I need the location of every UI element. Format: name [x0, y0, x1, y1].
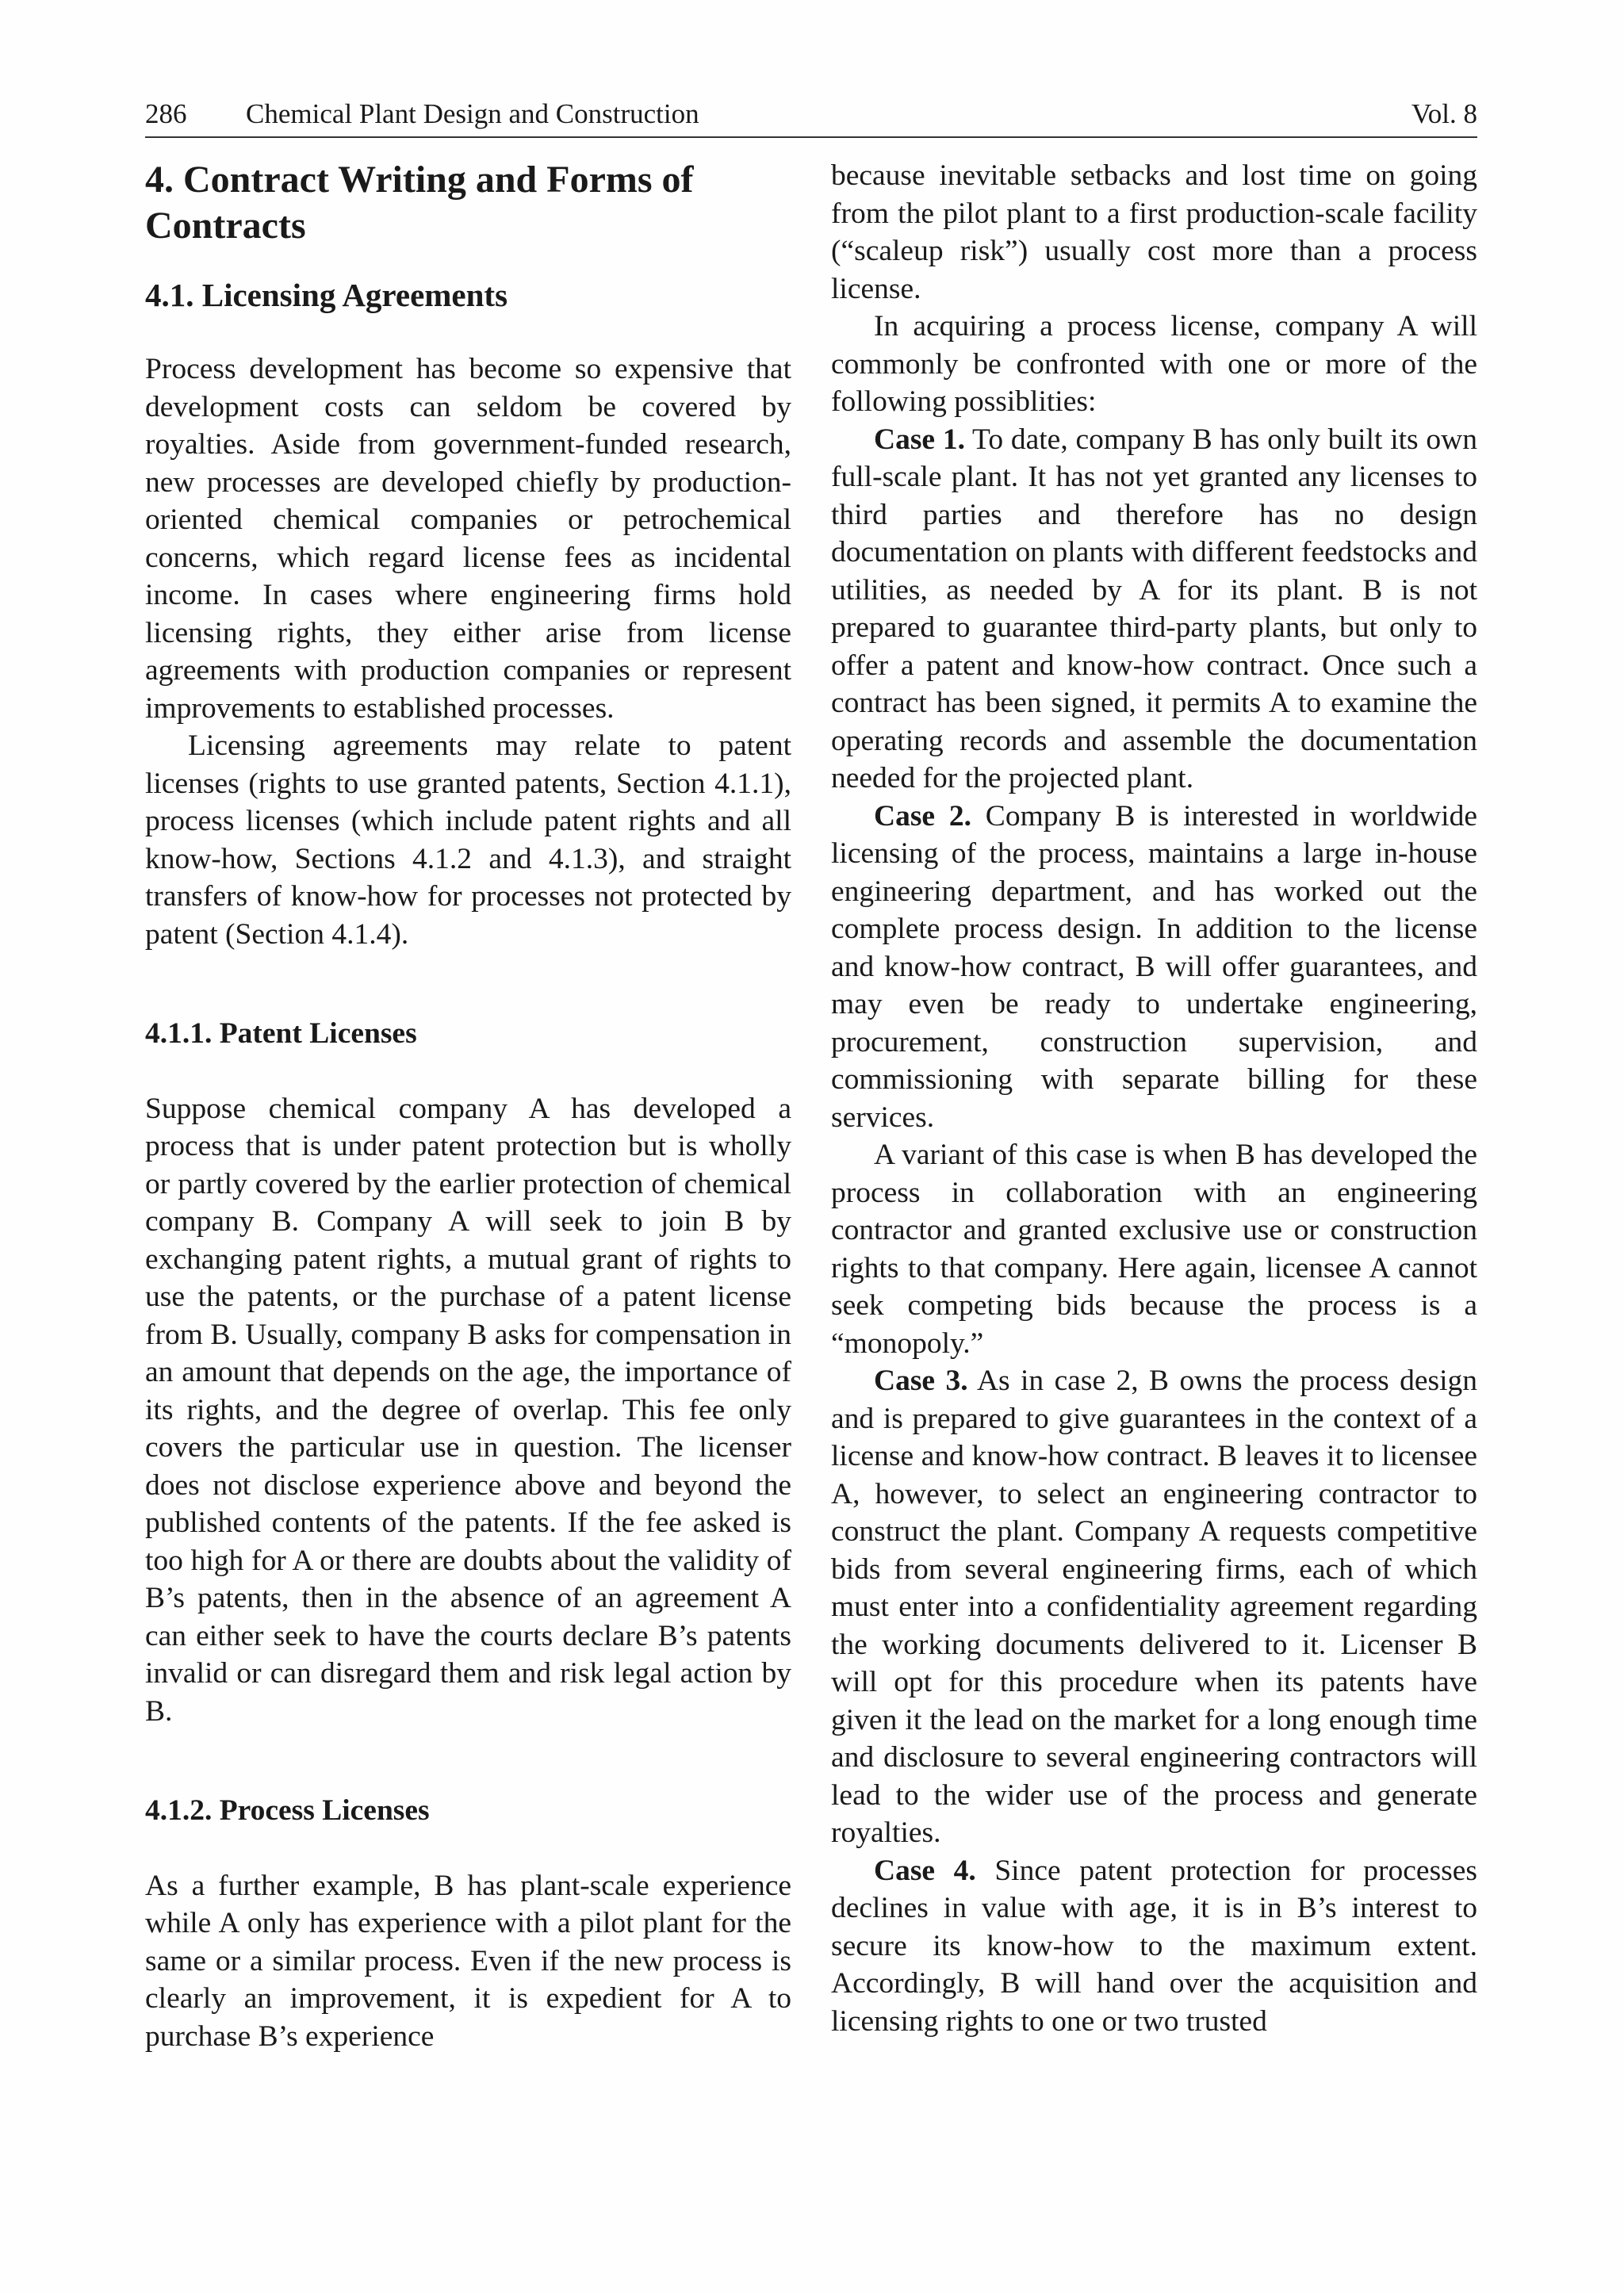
- case-3-paragraph: [831, 1362, 1477, 1852]
- paragraph-licensing-agreements: Licensing agreements may relate to patent licenses (rights to use granted patents, Section 4.1.1), process licenses (which include patent rights and all know-how, Sections 4.1.2 and 4.1.3), and straight transfers of know-how for processes not protected by patent (Section 4.1.4).: [145, 729, 791, 951]
- book-title: Chemical Plant Design and Construction: [246, 98, 699, 129]
- case-4-paragraph: [831, 1852, 1477, 2041]
- paragraph-patent-licenses: Suppose chemical company A has developed a process that is under patent protection but is wholly or partly covered by the earlier protection of chemical company B. Company A will seek to join B by exchanging patent rights, a mutual grant of rights to use the patents, or the purchase of a patent license from B. Usually, company B asks for compensation in an amount that depends on the age, the importance of its rights, and the degree of overlap. This fee only covers the particular use in question. The licenser does not disclose experience above and beyond the published contents of the patents. If the fee asked is too high for A or there are doubts about the validity of B’s patents, then in the absence of an agreement A can either seek to have the courts declare B’s patents invalid or can disregard them and risk legal action by B.: [145, 1092, 791, 1728]
- left-column: [145, 157, 791, 2055]
- case-1-label: Case 1.: [874, 423, 965, 456]
- page: [145, 92, 1477, 2217]
- case-2-label: Case 2.: [874, 799, 971, 833]
- running-head: [145, 92, 1477, 138]
- case-4-label: Case 4.: [874, 1854, 976, 1887]
- case-1-paragraph: [831, 421, 1477, 798]
- subsection-heading-patent-licenses: 4.1.1. Patent Licenses: [145, 1017, 417, 1050]
- case-3-label: Case 3.: [874, 1365, 968, 1397]
- case-4-text: Since patent protection for processes declines in value with age, it is in B’s interest to secure its know-how to the maximum extent. Accordingly, B will hand over the acquisition and licensing rights to one or two trusted: [831, 1854, 1477, 2038]
- subsection-heading-process-licenses: 4.1.2. Process Licenses: [145, 1794, 430, 1827]
- case-2-paragraph: [831, 798, 1477, 1137]
- paragraph-process-licenses: As a further example, B has plant-scale experience while A only has experience with a pilot plant for the same or a similar process. Even if the new process is clearly an improvement, it is expedient for A to purchase B’s experience: [145, 1869, 791, 2053]
- volume-label: Vol. 8: [1411, 98, 1477, 129]
- section-heading: 4. Contract Writing and Forms of Contracts: [145, 159, 694, 247]
- paragraph-process-development: Process development has become so expensive that development costs can seldom be covered by royalties. Aside from government-funded research, new processes are developed chiefly by production-oriented chemical companies or petrochemical concerns, which regard license fees as incidental income. In cases where engineering firms hold licensing rights, they either arise from license agreements with production companies or represent improvements to established processes.: [145, 353, 791, 725]
- paragraph-possibilities: In acquiring a process license, company A will commonly be confronted with one or more of the following possiblities:: [831, 310, 1477, 418]
- page-number: 286: [145, 98, 187, 129]
- paragraph-process-licenses-continued: because inevitable setbacks and lost time on going from the pilot plant to a first production-scale facility (“scaleup risk”) usually cost more than a process license.: [831, 159, 1477, 305]
- case-2-text: Company B is interested in worldwide licensing of the process, maintains a large in-house engineering department, and has worked out the complete process design. In addition to the license and know-how contract, B will offer guarantees, and may even be ready to undertake engineering, procurement, construction supervision, and commissioning with separate billing for these services.: [831, 799, 1477, 1134]
- case-2-variant-paragraph: A variant of this case is when B has developed the process in collaboration with an engineering contractor and granted exclusive use or construction rights to that company. Here again, licensee A cannot seek competing bids because the process is a “monopoly.”: [831, 1139, 1477, 1360]
- subsection-heading-licensing-agreements: 4.1. Licensing Agreements: [145, 277, 508, 313]
- case-1-text: To date, company B has only built its own full-scale plant. It has not yet granted any licenses to third parties and therefore has no design documentation on plants with different feedstocks and utilities, as needed by A for its plant. B is not prepared to guarantee third-party plants, but only to offer a patent and know-how contract. Once such a contract has been signed, it permits A to examine the operating records and assemble the documentation needed for the projected plant.: [831, 423, 1477, 794]
- case-3-text: As in case 2, B owns the process design and is prepared to give guarantees in the context of a license and know-how contract. B leaves it to licensee A, however, to select an engineering contractor to construct the plant. Company A requests competitive bids from several engineering firms, each of which must enter into a confidentiality agreement regarding the working documents delivered to it. Licenser B will opt for this procedure when its patents have given it the lead on the market for a long enough time and disclosure to several engineering contractors will lead to the wider use of the process and generate royalties.: [831, 1365, 1478, 1849]
- right-column: [831, 157, 1477, 2040]
